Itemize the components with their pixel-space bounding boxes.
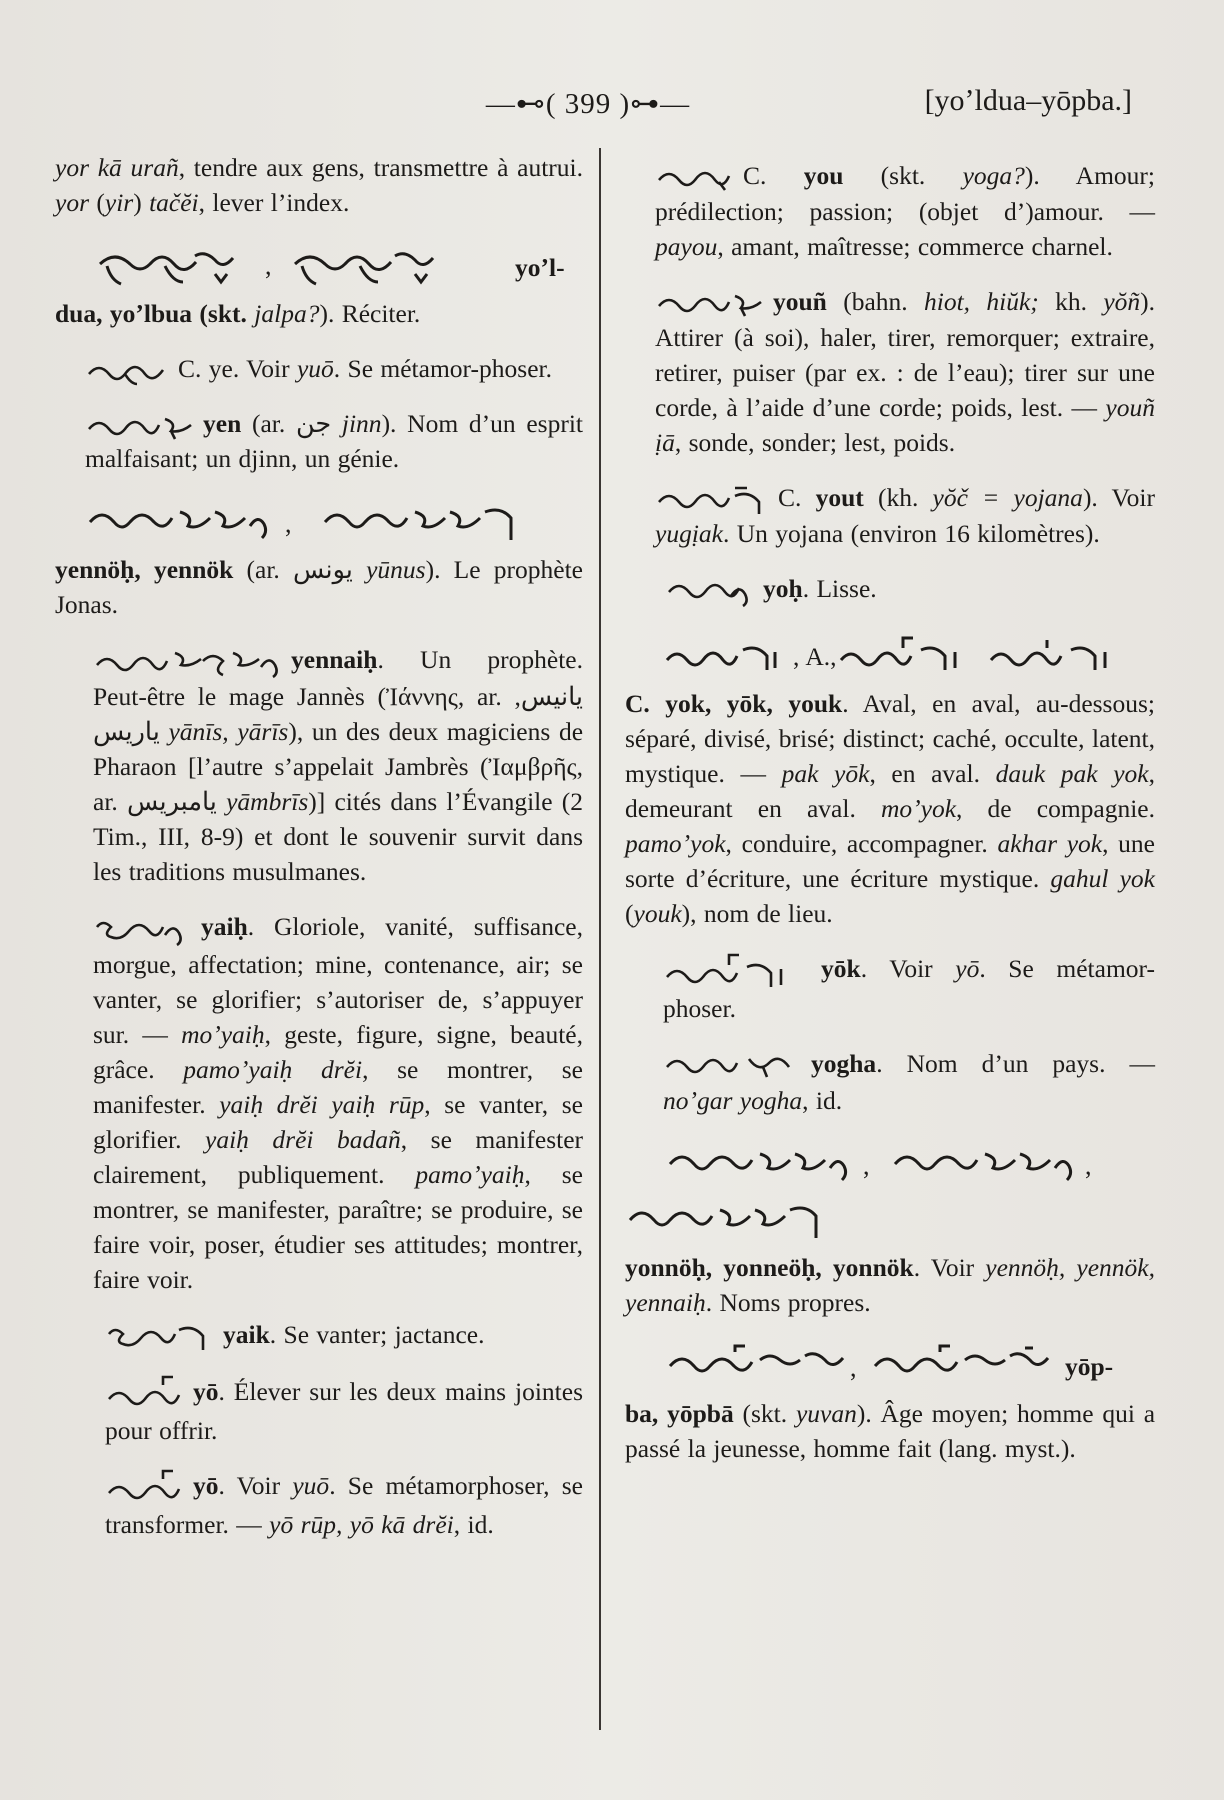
entry-yok: [625, 630, 1155, 931]
left-column: [55, 150, 583, 1562]
text: , de compagnie.: [956, 793, 1155, 823]
italic-term: yuō: [296, 354, 334, 383]
entry-text: [55, 351, 583, 386]
svg-text:,: ,: [265, 251, 272, 280]
italic-term: pamoʼyaiḥ drĕi: [183, 1054, 363, 1084]
cham-script: [625, 1340, 1155, 1394]
cham-script-glyphs: [987, 634, 1127, 680]
svg-text:,: ,: [863, 1150, 870, 1180]
headword: yoʼl-: [515, 252, 565, 282]
text: , en aval.: [869, 758, 996, 788]
italic-term: yāmbrīs: [226, 787, 309, 817]
text: . Voir: [218, 1470, 293, 1500]
text: (skt.: [733, 1398, 796, 1428]
cham-script-glyphs: [665, 1344, 1065, 1390]
text: ), un des deux magiciens de Pharaon [l’autre s’appelait Jambrès (Ἰαμβρῆς, ar. يامبريس: [93, 717, 584, 817]
text: . Aval, en aval, au-dessous; séparé, divisé, brisé; distinct; caché, occulte, latent, mystique. —: [625, 688, 1155, 788]
italic-term: jinn: [341, 409, 382, 439]
headword: yaiḥ: [201, 912, 248, 942]
italic-term: youk: [633, 898, 682, 928]
italic-term: yoga?: [962, 161, 1025, 190]
headword: C. yok, yōk, youk: [625, 688, 843, 718]
entry-text: [625, 158, 1155, 264]
cham-script-glyphs: [663, 634, 793, 680]
headword: youñ: [773, 287, 827, 317]
text: . Noms propres.: [705, 1287, 871, 1317]
text: , id.: [802, 1085, 843, 1115]
cham-script-glyphs: [105, 1469, 185, 1507]
entry-text: [55, 552, 583, 622]
text: ). Voir: [1082, 483, 1155, 513]
italic-term: yir: [104, 188, 134, 217]
headword: yogha: [811, 1048, 877, 1078]
headword: yout: [815, 483, 864, 513]
italic-term: yennöḥ, yennök, yennaiḥ: [625, 1252, 1155, 1317]
headword: yoḥ: [763, 574, 803, 604]
column-divider: [599, 148, 601, 1730]
text: . Un prophète. Peut-être le mage Jannès (Ἰάννης, ar. يانيس, ياريس: [93, 645, 583, 747]
text: ). Attirer (à soi), haler, tirer, remorquer; extraire, retirer, puiser (par ex. : de l’eau); tirer sur une corde, à l’aide d’une corde; poids, lest. —: [655, 287, 1156, 423]
entry-text: [55, 1317, 583, 1354]
text: )] cités dans l’Évangile (2 Tim., III, 8-9) et dont le souvenir survit dans les traditions musulmanes.: [93, 787, 584, 887]
text: (kh.: [863, 483, 933, 513]
italic-term: tačĕi: [149, 188, 199, 217]
entry-text: [55, 909, 583, 1296]
text: . Se vanter; jactance.: [269, 1319, 485, 1349]
text: , A.,: [793, 642, 837, 672]
entry-yennoh: [55, 496, 583, 622]
entry-yo: [55, 1468, 583, 1542]
cham-script-glyphs: [105, 1375, 185, 1413]
entry-youn: [625, 284, 1155, 460]
italic-term: yō rūp, yō kā drĕi: [269, 1509, 454, 1539]
cham-script-glyphs: [655, 288, 765, 320]
entry-text: [625, 284, 1155, 460]
cham-script: [625, 1138, 1155, 1192]
cham-script-glyphs: [95, 244, 515, 290]
text: . Se métamorphoser, se transformer. —: [105, 1470, 583, 1539]
entry-text: [625, 1250, 1155, 1320]
text: ). Nom d’un esprit malfaisant; un djinn, un génie.: [85, 409, 583, 474]
entry-text: [625, 480, 1155, 551]
cham-script-glyphs: [93, 913, 193, 947]
entry-text: [55, 296, 583, 331]
cham-script: [625, 630, 1155, 684]
entry-yout: [625, 480, 1155, 551]
italic-term: yugịak: [655, 519, 723, 549]
entry-yogha: [625, 1046, 1155, 1118]
text: , une sorte d’écriture, une écriture mystique.: [625, 828, 1155, 893]
cham-script-glyphs: [85, 500, 555, 546]
svg-text:,: ,: [850, 1352, 857, 1382]
right-column: [625, 158, 1155, 1486]
text: . Se métamor-phoser.: [663, 953, 1155, 1023]
entry-yaik: [55, 1317, 583, 1354]
entry-text: [55, 642, 583, 889]
cham-script-glyphs: [85, 411, 195, 441]
text: . Lisse.: [802, 574, 877, 604]
italic-term: dauk pak yok: [995, 758, 1149, 788]
text: , conduire, accompagner.: [725, 828, 998, 858]
entry-text: [55, 1468, 583, 1542]
italic-term: akhar yok: [997, 828, 1103, 858]
text: ), nom de lieu.: [681, 898, 833, 928]
italic-term: yaiḥ drĕi badañ: [205, 1124, 401, 1154]
entry-yen: [55, 406, 583, 476]
italic-term: yor: [55, 188, 89, 217]
headword: yō: [193, 1376, 219, 1406]
entry-yoh: [625, 571, 1155, 609]
text: , tendre aux gens, transmettre à autrui.: [178, 153, 583, 182]
cham-script-glyphs: [625, 1198, 855, 1244]
entry-yo-offer: [55, 1374, 583, 1448]
italic-term: yuvan: [795, 1398, 857, 1428]
entry-yonnoh: [625, 1138, 1155, 1320]
text: , geste, figure, signe, beauté, grâce.: [93, 1019, 583, 1084]
cham-script-glyphs: [655, 484, 770, 516]
headword: yennaiḥ: [291, 645, 378, 675]
text: . Nom d’un pays. —: [876, 1048, 1155, 1078]
cham-script: [55, 240, 583, 294]
cham-script-glyphs: [93, 645, 283, 679]
cham-script-glyphs: [837, 634, 987, 680]
cham-script-glyphs: [665, 574, 755, 610]
entry-you: [625, 158, 1155, 264]
italic-term: pamoʼyaiḥ: [415, 1159, 525, 1189]
text: (ar. يونس: [233, 555, 367, 585]
entry-yok-long: [625, 951, 1155, 1026]
cham-script-glyphs: [85, 356, 170, 386]
entry-text: [625, 1046, 1155, 1118]
text: . Élever sur les deux mains jointes pour offrir.: [105, 1376, 583, 1445]
headword: yō: [193, 1470, 219, 1500]
text: , sonde, sonder; lest, poids.: [674, 428, 956, 458]
page-number: —⊷( 399 )⊶—: [485, 88, 691, 120]
running-head: [yoʼldua–yōpba.]: [924, 84, 1132, 117]
italic-term: yō: [955, 953, 980, 983]
headword: dua, yoʼlbua (skt.: [55, 299, 255, 328]
text: , se manifester clairement, publiquement.: [93, 1124, 584, 1189]
text: ). Âge moyen; homme qui a passé la jeunesse, homme fait (lang. myst.).: [625, 1398, 1156, 1463]
italic-term: yuō: [292, 1470, 330, 1500]
text: (skt.: [843, 161, 963, 190]
entry-continuation: [55, 150, 583, 220]
entry-text: [55, 150, 583, 220]
cham-script-glyphs: [663, 951, 813, 991]
cham-script-glyphs: [105, 1320, 215, 1354]
headword: ba, yōpbā: [625, 1398, 734, 1428]
entry-ye: [55, 351, 583, 386]
text: . Gloriole, vanité, suffisance, morgue, affectation; mine, contenance, air; se vanter, se glorifier; s’autoriser de, s’appuyer sur. —: [93, 912, 583, 1049]
cham-script: [55, 496, 583, 550]
svg-text:,: ,: [1085, 1150, 1092, 1180]
entry-text: [55, 406, 583, 476]
headword: yonnöḥ, yonneöḥ, yonnök: [625, 1252, 914, 1282]
text: kh.: [1038, 287, 1104, 317]
text: , se montrer, se manifester.: [93, 1054, 584, 1119]
italic-term: moʼyok: [880, 793, 957, 823]
entry-text: [55, 1374, 583, 1448]
text: C. ye. Voir: [178, 354, 297, 383]
italic-term: yor kā urañ: [55, 153, 179, 182]
text: (ar. جن: [241, 409, 342, 439]
text: ): [133, 188, 150, 217]
text: . Voir: [860, 953, 956, 983]
italic-term: yaiḥ drĕi yaiḥ rūp: [219, 1089, 425, 1119]
text: . Voir: [913, 1252, 986, 1282]
text: , id.: [453, 1509, 494, 1539]
entry-yoldua: [55, 240, 583, 331]
italic-term: pak yōk: [781, 758, 870, 788]
italic-term: noʼgar yogha: [663, 1085, 803, 1115]
italic-term: pamoʼyok: [625, 828, 726, 858]
italic-term: jalpa?: [254, 299, 320, 328]
text: C.: [778, 483, 816, 513]
text: , se vanter, se glorifier.: [93, 1089, 583, 1154]
text: ). Le prophète Jonas.: [55, 555, 583, 620]
entry-yopba: [625, 1340, 1155, 1466]
cham-script: [625, 1194, 1155, 1248]
text: , demeurant en aval.: [625, 758, 1155, 823]
text: (bahn.: [826, 287, 924, 317]
headword: you: [803, 161, 844, 190]
text: ). Réciter.: [319, 299, 421, 328]
italic-term: gahul yok: [1050, 863, 1155, 893]
text: (: [625, 898, 634, 928]
headword: yennöḥ, yennök: [55, 555, 234, 585]
italic-term: moʼyaiḥ: [181, 1019, 265, 1049]
entry-yaih: [55, 909, 583, 1296]
headword: yen: [203, 409, 242, 439]
text: , lever l’index.: [198, 188, 350, 217]
svg-text:,: ,: [285, 509, 292, 539]
cham-script-glyphs: [655, 162, 735, 194]
entry-yennaih: [55, 642, 583, 889]
headword: yōk: [821, 953, 861, 983]
entry-text: [625, 1396, 1155, 1466]
text: , se montrer, se manifester, paraître; se produire, se faire voir, poser, étudier ses attitudes; montrer, faire voir.: [93, 1159, 583, 1294]
text: . Un yojana (environ 16 kilomètres).: [722, 519, 1100, 549]
entry-text: [625, 686, 1155, 931]
headword: yōp-: [1065, 1352, 1114, 1382]
text: C.: [743, 161, 804, 190]
entry-text: [625, 951, 1155, 1026]
italic-term: yŏč = yojana: [932, 483, 1083, 513]
text: . Se métamor-phoser.: [333, 354, 552, 383]
text: , amant, maîtresse; commerce charnel.: [717, 232, 1113, 262]
italic-term: yŏñ: [1103, 287, 1141, 317]
text: (: [89, 188, 105, 217]
italic-term: hiot, hiŭk;: [923, 287, 1039, 317]
entry-text: [625, 571, 1155, 609]
cham-script-glyphs: [665, 1142, 1115, 1188]
headword: yaik: [223, 1319, 270, 1349]
italic-term: yūnus: [366, 555, 426, 585]
cham-script-glyphs: [663, 1049, 803, 1083]
italic-term: yānīs, yārīs: [168, 717, 289, 747]
text: ). Amour; prédilection; passion; (objet d’)amour. —: [655, 161, 1156, 227]
italic-term: payou: [655, 232, 718, 262]
italic-term: youñ ịā: [655, 393, 1155, 458]
